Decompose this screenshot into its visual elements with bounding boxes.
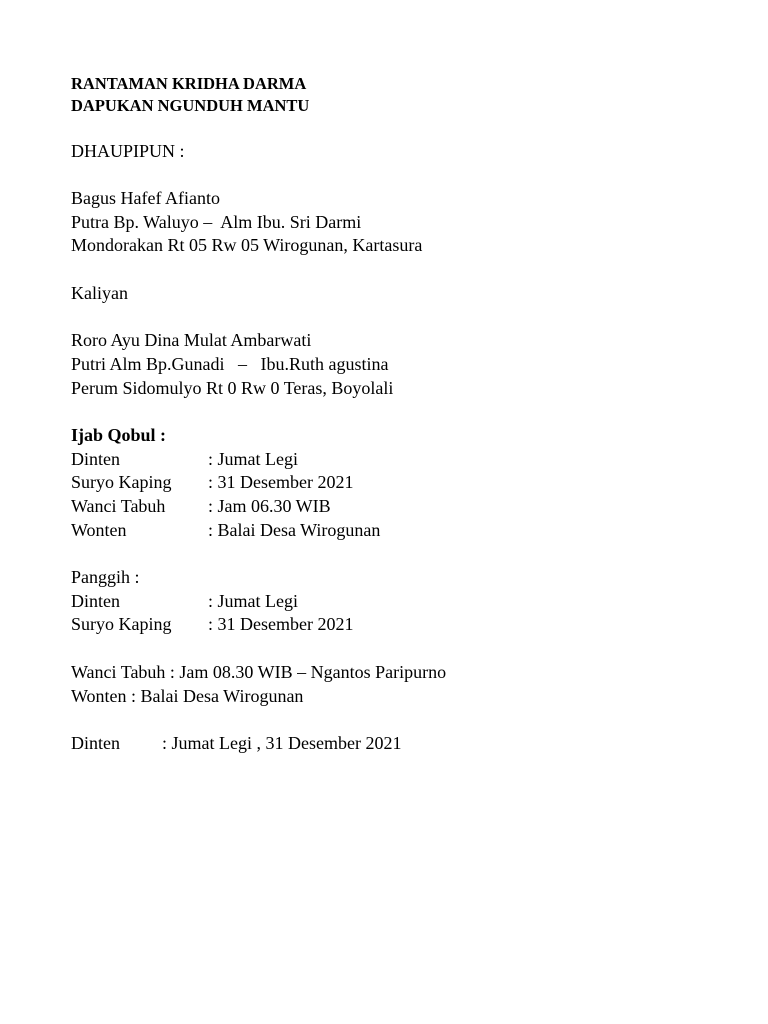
final-date-row	[71, 732, 711, 756]
spacer	[71, 542, 711, 566]
row-label: Wonten	[71, 519, 127, 540]
spacer	[71, 258, 711, 282]
row-value: Jam 06.30 WIB	[217, 496, 331, 516]
document-body	[71, 73, 711, 756]
wonten-line: Wonten : Balai Desa Wirogunan	[71, 685, 304, 706]
groom-name: Bagus Hafef Afianto	[71, 188, 220, 209]
row-label: Dinten	[71, 732, 120, 753]
wanci-tabuh-line: Wanci Tabuh : Jam 08.30 WIB – Ngantos Paripurno	[71, 661, 447, 682]
ijab-qobul-row	[71, 448, 711, 472]
row-value: 31 Desember 2021	[217, 614, 354, 635]
ijab-qobul-heading: Ijab Qobul :	[71, 424, 167, 445]
row-colon: :	[208, 590, 218, 611]
row-value: Jumat Legi	[217, 590, 298, 611]
row-value: Jumat Legi	[217, 448, 298, 469]
row-colon: :	[208, 472, 218, 493]
row-colon: :	[162, 732, 172, 753]
bride-address: Perum Sidomulyo Rt 0 Rw 0 Teras, Boyolali	[71, 377, 394, 398]
spacer	[71, 306, 711, 330]
row-label: Suryo Kaping	[71, 472, 172, 493]
dhaupipun-heading: DHAUPIPUN :	[71, 140, 185, 161]
row-value: Balai Desa Wirogunan	[217, 519, 381, 540]
bride-name: Roro Ayu Dina Mulat Ambarwati	[71, 330, 312, 351]
row-value: 31 Desember 2021	[217, 472, 354, 493]
panggih-row	[71, 590, 711, 614]
row-label: Dinten	[71, 590, 120, 611]
row-colon: :	[208, 496, 218, 516]
document-title-line-2: DAPUKAN NGUNDUH MANTU	[71, 95, 310, 115]
document-title-line-1: RANTAMAN KRIDHA DARMA	[71, 74, 307, 93]
row-value: Jumat Legi , 31 Desember 2021	[171, 732, 402, 753]
row-colon: :	[208, 519, 218, 540]
row-label: Suryo Kaping	[71, 614, 172, 635]
spacer	[71, 637, 711, 661]
row-colon: :	[208, 614, 218, 635]
spacer	[71, 708, 711, 732]
spacer	[71, 116, 711, 140]
panggih-row	[71, 613, 711, 637]
panggih-heading: Panggih :	[71, 567, 140, 588]
ijab-qobul-row	[71, 519, 711, 543]
row-label: Dinten	[71, 448, 120, 469]
spacer	[71, 163, 711, 187]
bride-parents: Putri Alm Bp.Gunadi – Ibu.Ruth agustina	[71, 353, 389, 374]
groom-address: Mondorakan Rt 05 Rw 05 Wirogunan, Kartasura	[71, 235, 423, 256]
row-colon: :	[208, 448, 218, 469]
ijab-qobul-row	[71, 495, 711, 519]
row-label: Wanci Tabuh	[71, 496, 166, 516]
spacer	[71, 400, 711, 424]
groom-parents: Putra Bp. Waluyo – Alm Ibu. Sri Darmi	[71, 211, 362, 232]
ijab-qobul-row	[71, 471, 711, 495]
kaliyan-text: Kaliyan	[71, 282, 128, 303]
